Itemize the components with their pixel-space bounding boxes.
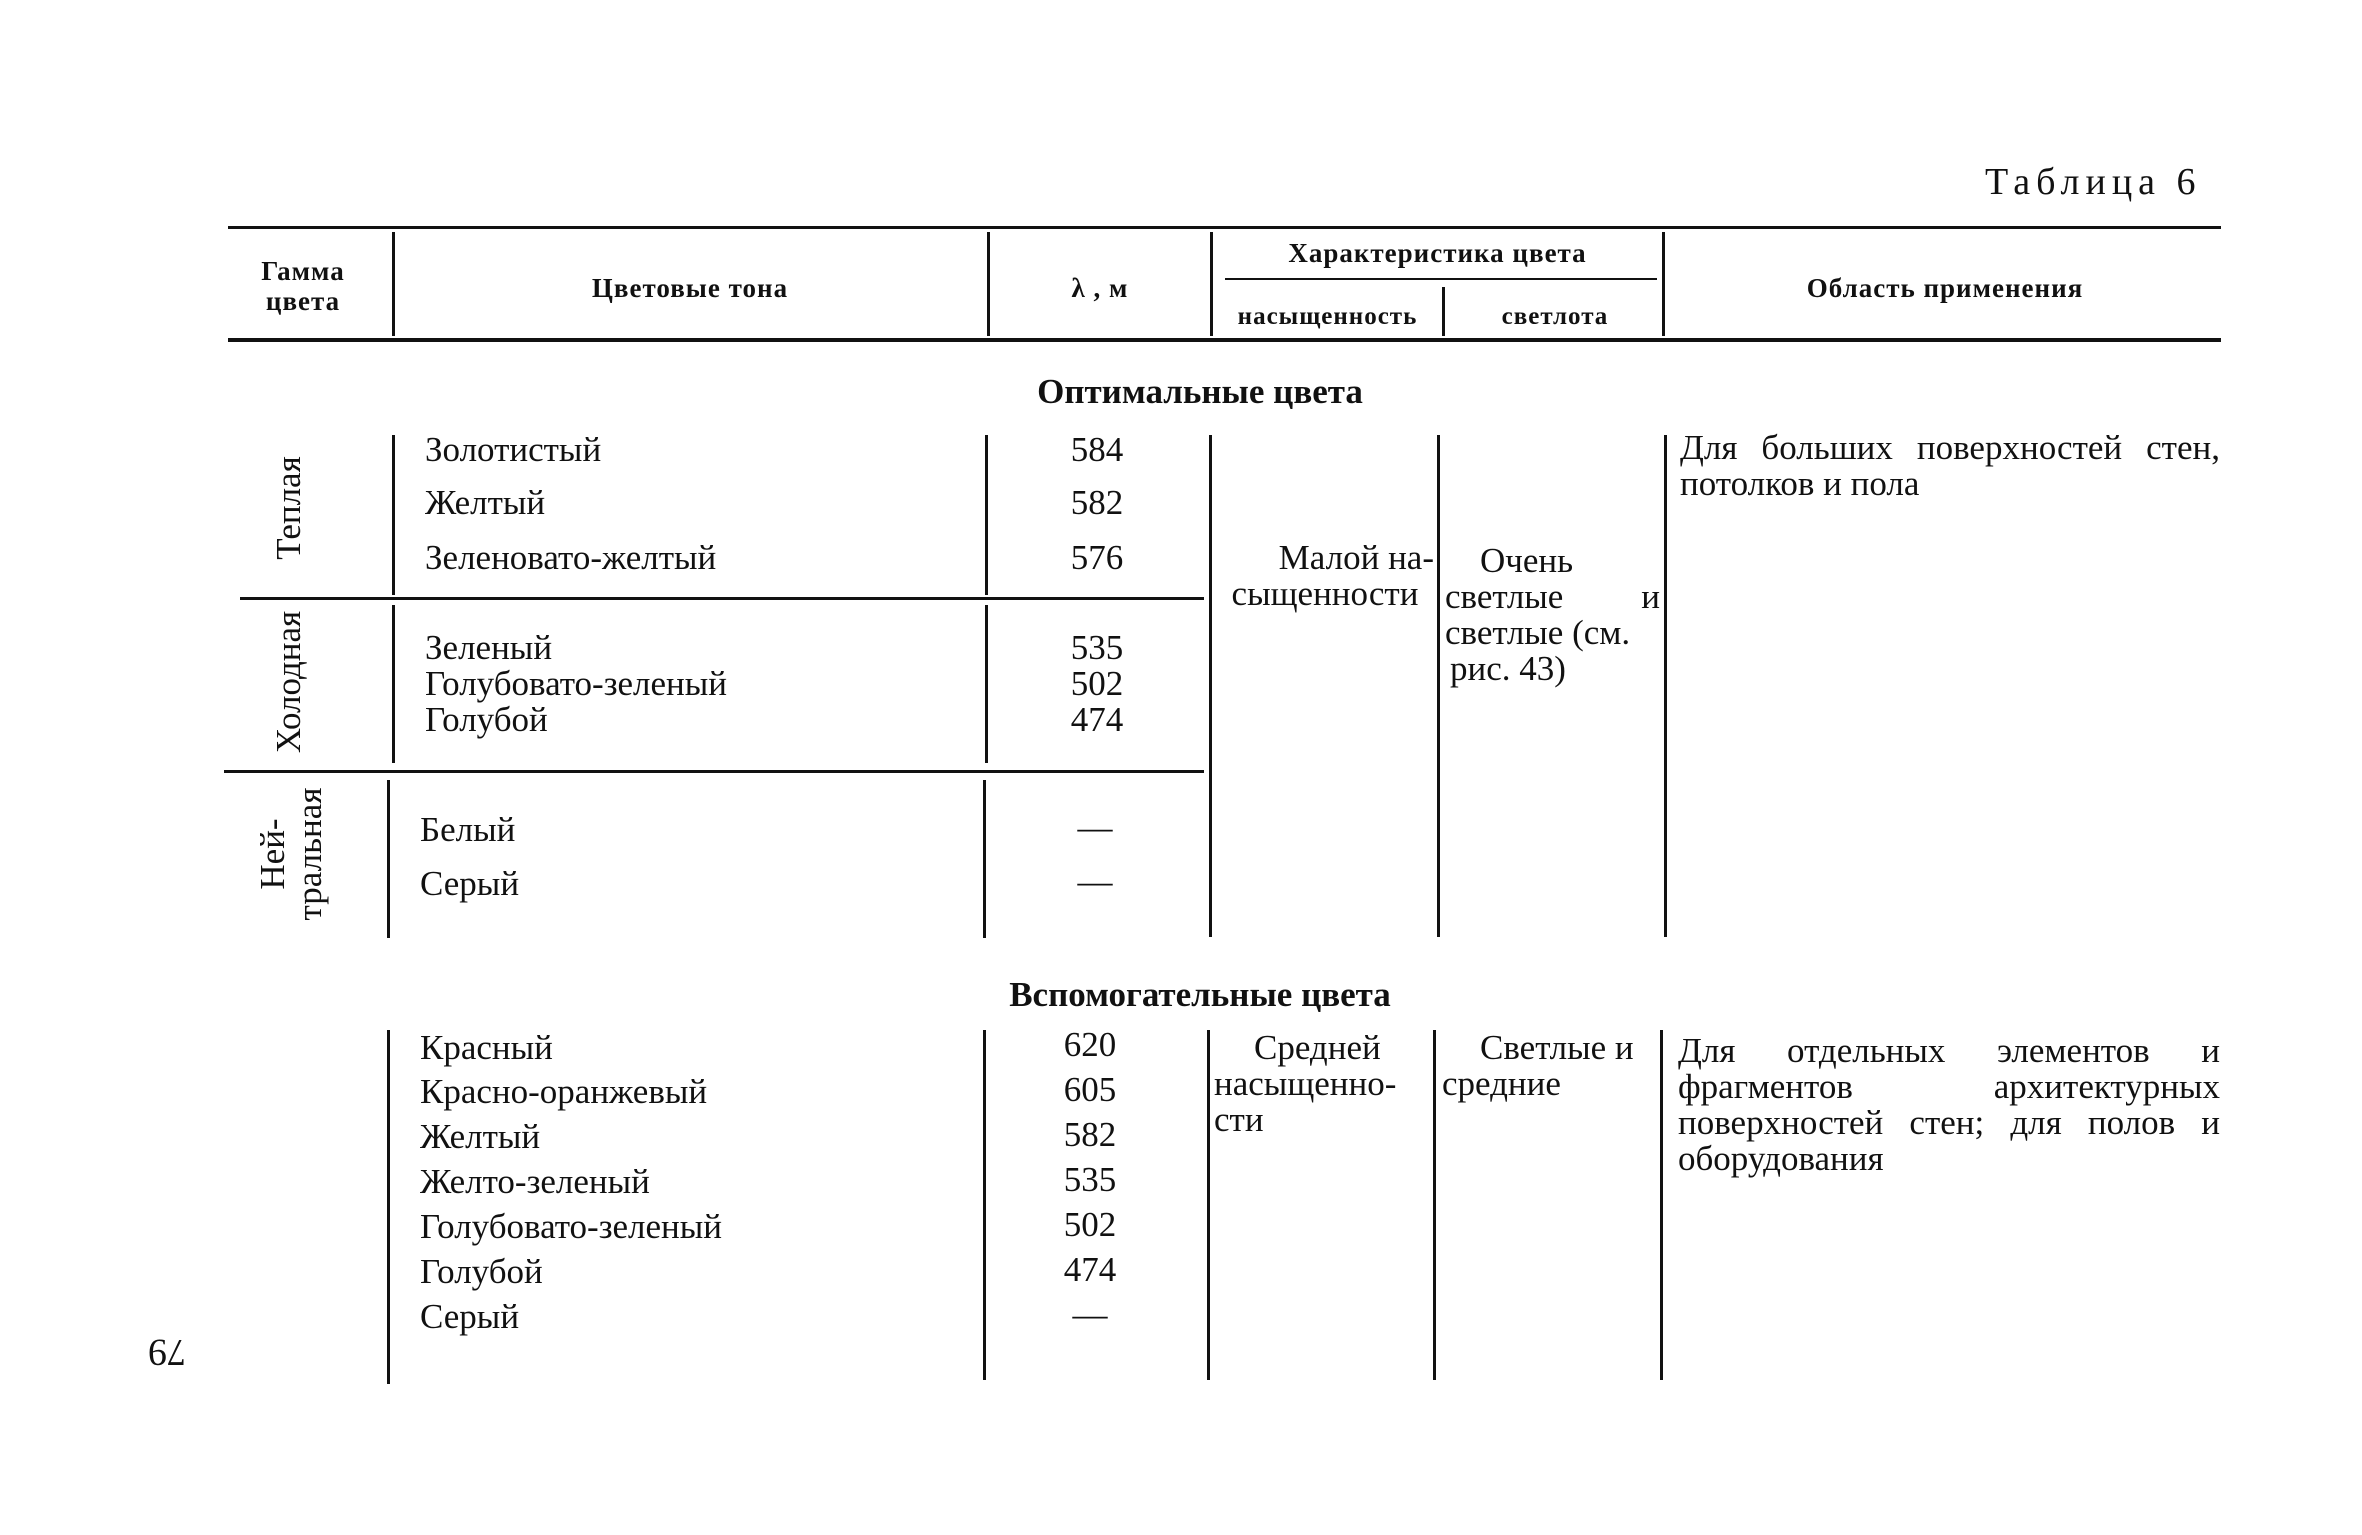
aux-divider-4 [1433,1030,1436,1380]
lambda-yellow: 582 [1070,483,1124,522]
tone-yellow: Желтый [425,483,546,522]
tone-goldish: Золотистый [425,430,602,469]
aux-lambda-red: 620 [1063,1025,1117,1064]
aux-divider-5 [1660,1030,1663,1380]
aux-divider-3 [1207,1030,1210,1380]
header-divider-4 [1442,287,1445,336]
group-label-neutral: Ней- тральная [253,787,329,921]
aux-lambda-gray: — [1072,1295,1108,1334]
aux-lambda-bluish-green: 502 [1063,1205,1117,1244]
header-characteristic: Характеристика цвета [1288,238,1587,268]
header-tones: Цветовые тона [591,273,789,303]
aux-lambda-red-orange: 605 [1063,1070,1117,1109]
optimal-divider-1c [387,780,390,938]
cold-neutral-rule [224,770,1204,773]
warm-cold-rule [240,597,1204,600]
header-divider-5 [1662,232,1665,336]
optimal-divider-1 [392,435,395,595]
header-divider-3 [1210,232,1213,336]
auxiliary-section-title: Вспомогательные цвета [1009,975,1391,1014]
lambda-blue: 474 [1070,700,1124,739]
optimal-divider-2b [985,605,988,763]
optimal-divider-1b [392,605,395,763]
tone-bluish-green: Голубовато-зеленый [425,664,728,703]
header-top-rule [228,226,2221,229]
optimal-application: Для больших поверхностей стен, потолков и пола [1680,428,2220,503]
aux-saturation: Средней насыщенно- сти [1214,1028,1397,1139]
tone-greenish-yellow: Зеленовато-желтый [425,538,717,577]
header-bottom-rule [228,338,2221,342]
tone-white: Белый [420,810,516,849]
optimal-divider-2 [985,435,988,595]
optimal-saturation: Малой на- сыщенности [1231,538,1434,613]
group-label-cold: Холодная [269,610,308,754]
aux-tone-bluish-green: Голубовато-зеленый [420,1207,723,1246]
table-title: Таблица 6 [1985,161,2202,203]
aux-tone-yellow-green: Желто-зеленый [420,1162,650,1201]
optimal-lightness: Очень светлые и светлые (см. рис. 43) [1445,541,1660,688]
aux-tone-gray: Серый [420,1297,520,1336]
aux-tone-blue: Голубой [420,1252,543,1291]
aux-tone-red-orange: Красно-оранжевый [420,1072,708,1111]
lambda-green: 535 [1070,628,1124,667]
lambda-white: — [1077,808,1113,847]
page-number: 79 [148,1331,186,1373]
header-application: Область применения [1806,273,2084,303]
lambda-goldish: 584 [1070,430,1124,469]
aux-divider-1 [387,1030,390,1384]
tone-gray: Серый [420,864,520,903]
header-gamut: Гамма цвета [261,256,345,316]
lambda-gray: — [1077,862,1113,901]
aux-tone-yellow: Желтый [420,1117,541,1156]
aux-lambda-blue: 474 [1063,1250,1117,1289]
lambda-greenish-yellow: 576 [1070,538,1124,577]
optimal-divider-2c [983,780,986,938]
header-lightness: светлота [1501,303,1609,330]
lambda-bluish-green: 502 [1070,664,1124,703]
aux-application: Для отдельных элементов и фрагментов архитектурных поверхностей стен; для полов и оборудования [1678,1031,2220,1178]
header-lambda: λ , м [1071,273,1129,303]
aux-lightness: Светлые и средние [1442,1028,1634,1103]
optimal-divider-4 [1437,435,1440,937]
characteristic-subrule [1225,278,1657,280]
header-divider-2 [987,232,990,336]
header-divider-1 [392,232,395,336]
aux-lambda-yellow: 582 [1063,1115,1117,1154]
optimal-divider-3 [1209,435,1212,937]
tone-green: Зеленый [425,628,553,667]
header-saturation: насыщенность [1237,303,1418,330]
optimal-section-title: Оптимальные цвета [1037,372,1363,411]
aux-lambda-yellow-green: 535 [1063,1160,1117,1199]
aux-divider-2 [983,1030,986,1380]
tone-blue: Голубой [425,700,548,739]
aux-tone-red: Красный [420,1028,553,1067]
optimal-divider-5 [1664,435,1667,937]
group-label-warm: Теплая [269,456,308,560]
